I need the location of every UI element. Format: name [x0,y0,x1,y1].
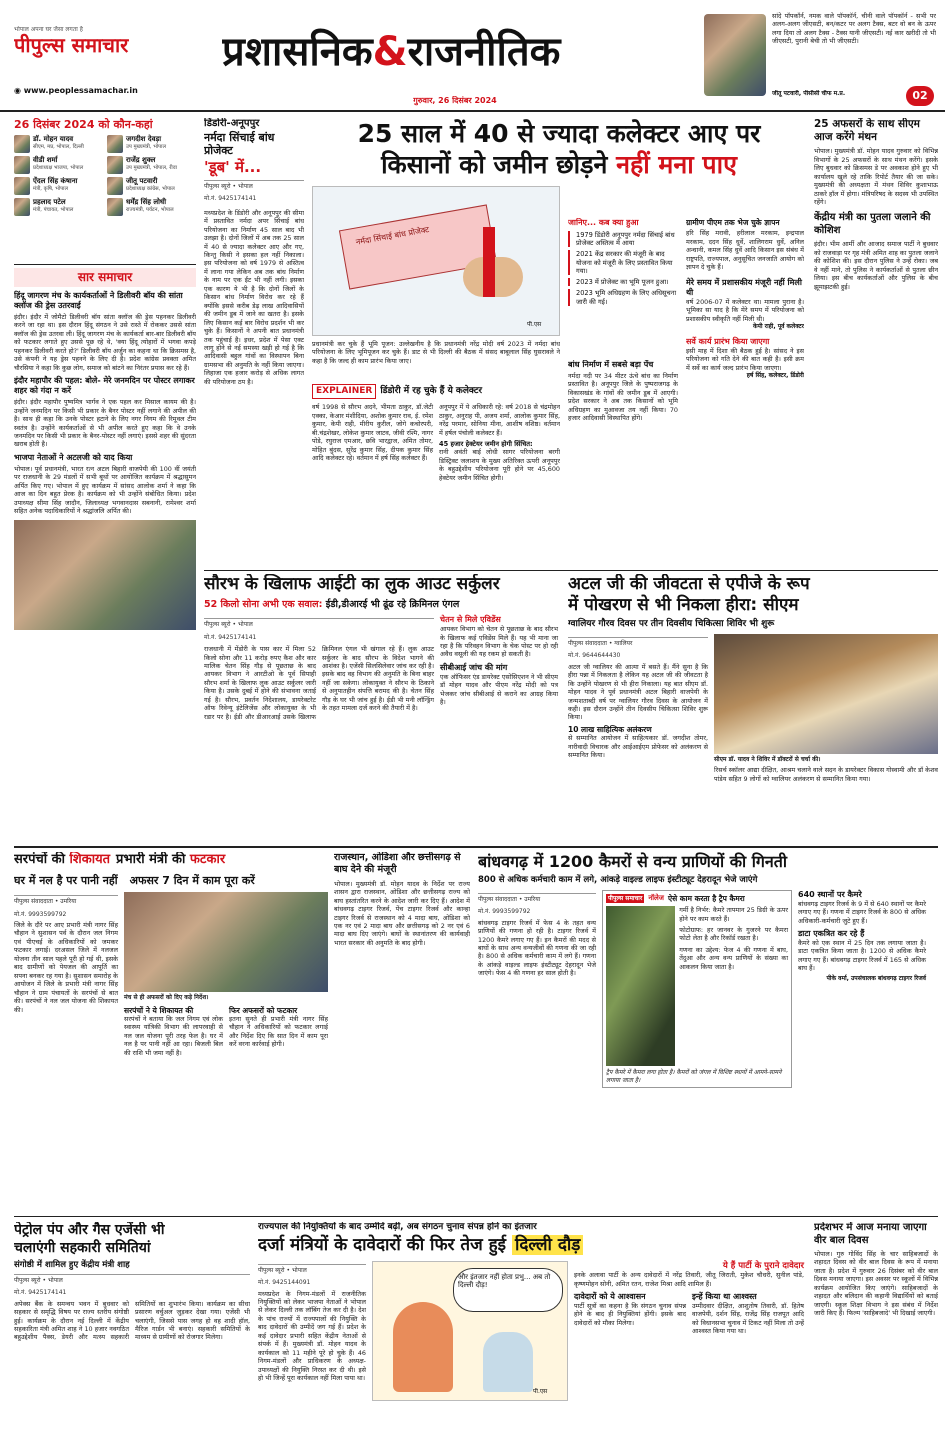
atal-photo-caption: सीएम डॉ. यादव ने शिविर में डॉक्टरों से चर्चा की। [714,755,821,763]
atal-sub: ग्वालियर गौरव दिवस पर तीन दिवसीय चिकित्सा शिविर भी शुरू [568,618,775,629]
author-photo [704,14,766,96]
petrol-mobile: मो.नं. 9425174141 [14,1289,67,1297]
trap-point: गर्मी है निर्भर: कैमरे तापमान 25 डिग्री के ऊपर होने पर काम करते हैं। [679,906,788,923]
chetan-head: चेतन से मिले एविडेंस [440,615,501,625]
who-where-box [14,118,196,262]
kejriwal-body: इंदौर। भीम आर्मी और आजाद समाज पार्टी ने बुधवार को राजवाड़ा पर गृह मंत्री अमित शाह का पुतला जलाने की कोशिश की। इस दौरान पुलिस ने उन्हें रोका। जब वे नहीं माने, तो पुलिस ने कार्यकर्ताओं से पुतला छीन लिया। इस बीच कार्यकर्ताओं और पुलिस के बीच झूमाझटकी हुई। [814,240,938,291]
timeline-item: 2023 में प्रोजेक्ट का भूमि पूजन हुआ। [568,278,678,286]
prabhari-label: प्रभारी मंत्री की फटकार [116,852,226,867]
timeline-list [568,231,678,306]
rajyapal-cartoon-tag: पी.एस [533,1387,548,1395]
explainer-head: डिंडोरी में रह चुके हैं ये कलेक्टर [380,386,483,396]
petrol-byline: पीपुल्स ब्यूरो • भोपाल [14,1274,250,1285]
person-role: प्रदेशाध्यक्ष कांग्रेस, भोपाल [126,185,175,192]
avatar [14,198,30,216]
sarpanch-label: सरपंचों की शिकायत [14,852,111,867]
quote-text: सांदे पॉपकॉर्न, नमक वाले पॉपकॉर्न, चीनी वाले पॉपकॉर्न - सभी पर अलग-अलग जीएसटी, बन/कटर पर अलग टैक्स, बटर वो बन के ऊपर लगा दिया तो अलग टैक्स - टैक्स यानी जीएसटी। नई कार खरीदी तो भी जीएसटी, पुरानी बेची तो भी जीएसटी। [772,12,936,46]
rajyapal-story [258,1222,808,1440]
petrol-headline-2: चलाएंगी सहकारी समितियां [14,1239,151,1256]
saar-item-body: इंदौर। इंदौर में जोमैटो डिलीवरी बॉय सांता क्लॉज की ड्रेस पहनकर डिलीवरी करने जा रहा था। इस दौरान हिंदू संगठन ने उसे रास्ते में रोककर उससे सांता क्लॉज की ड्रेस उतरवा ली। हिंदू जागरण मंच के कार्यकर्ता बार-बार डिलीवरी बॉय को फटकार लगाते हुए उससे पूछ रहे थे, 'क्या हिंदू त्योहारों में भगवा कपड़े पहनकर डिलीवरी करते हो?' डिलीवरी बॉय अर्जुन का कहना था कि क्रिसमस है, उसे कंपनी ने यह ड्रेस पहनने के लिए दी है। प्रदेश कांग्रेस प्रवक्ता अमित चौरसिया ने कहा कि कुछ लोग, समाज को बांटने का निरंतर प्रयास कर रहे हैं। [14,313,196,372]
aashvasan-head: दावेदारों को ये आश्वासन [574,1292,646,1302]
sarpanch-sub-a: घर में नल है पर पानी नहीं [14,874,118,888]
logo [14,26,212,66]
bandhav-author: पीके वर्मा, उपसंचालक बांधवगढ़ टाइगर रिजर्व [826,974,926,982]
rajyapal-headline: दर्जा मंत्रियों के दावेदारों की फिर तेज हुई दिल्ली दौड़ [258,1235,808,1256]
lead-cartoon [312,186,560,336]
atal-story [568,574,938,844]
rajasthan-headline: राजस्थान, ओडिशा और छत्तीसगढ़ से बाघ देने की मंजूरी [334,852,461,875]
purane-body: इनके अलावा पार्टी के अन्य दावेदारों में नरेंद्र तिवारी, जीतू जिराती, मुकेश चौधरी, सुनील पांडे, कृष्णमोहन सोनी, अमित रतन, राजेश मिश्रा आदि शामिल हैं। [574,1271,804,1288]
atal-tribute-photo [14,520,196,630]
dindori-byline: पीपुल्स ब्यूरो • भोपाल [204,180,304,191]
trap-camera-photo [606,906,675,1066]
dindori-story [204,118,304,568]
knowledge-badge: पीपुल्स समाचार [608,894,643,902]
who-where-title: 26 दिसंबर 2024 को कौन-कहां [14,118,153,131]
bandhav-mobile: मो.नं. 9993599792 [478,908,531,916]
masthead [0,0,945,108]
trap-head: ऐसे काम करता है ट्रैप कैमरा [667,893,745,903]
janiye-label: जानिए... कब क्या हुआ [568,218,639,227]
survey-body: इसी माह में दिशा की बैठक हुई है। सांसद ने इस परियोजना को गति देने की बात कही है। इसी क्रम में सर्वे का कार्य जल्द प्रारंभ किया जाएगा। [686,346,804,372]
who-where-person [14,198,103,216]
date-line: गुरुवार, 26 दिसंबर 2024 [413,96,497,105]
atal-byline: पीपुल्स संवाददाता • ग्वालियर [568,637,708,648]
bandhav-right-body: बांधवगढ़ टाइगर रिजर्व के 9 में से 640 स्थानों पर कैमरे लगाए गए हैं। गणना में टाइगर रिजर्व के 800 से अधिक अधिकारी-कर्मचारी जुटे हुए हैं। [798,899,926,925]
officers-story [814,118,938,558]
award-body: से सम्मानित आयोजन में साहित्यकार डॉ. जगदीश तोमर, नारीवादी विचारक और आईआईएम प्रोफेसर को अलंकरण से सम्मानित किया। [568,734,708,760]
knowledge-tag: नॉलेज [648,894,664,902]
atal-headline-2: में पोखरण से भी निकला हीरा: सीएम [568,595,799,616]
cartoon-tag: पी.एस [527,321,542,328]
diya-head: इन्हें किया था आश्वस्त [692,1292,757,1302]
janiye-box [568,218,678,358]
cartoon-bubble: और इंतजार नहीं होता प्रभु... अब तो दिल्ली दौड़! [453,1268,563,1312]
person-name: डॉ. मोहन यादव [33,134,74,143]
purane-head: ये हैं पार्टी के पुराने दावेदार [722,1260,804,1271]
who-where-person [107,177,196,195]
person-role: मंत्री, कृषि, भोपाल [33,185,69,192]
cbi-body: एक ऑफिसर एंड डायरेक्ट एसोसिएशन ने भी सीएम डॉ मोहन यादव और पीएम नरेंद्र मोदी को पत्र भेजकर जांच सीबीआई से कराने का आग्रह किया है। [440,672,558,707]
avatar [107,156,123,174]
who-where-person [107,198,196,216]
who-where-person [14,135,103,153]
gram-head: ग्रामीण पीएम तक भेज चुके ज्ञापन [686,218,780,227]
saurabh-byline: पीपुल्स ब्यूरो • भोपाल [204,618,434,629]
who-where-person [14,156,103,174]
dam-box [568,360,678,560]
person-name: धर्मेंद्र सिंह लोधी [126,197,167,206]
lead-caption: प्रधानमंत्री कर चुके हैं भूमि पूजन: उल्लेखनीय है कि प्रधानमंत्री नरेंद्र मोदी वर्ष 2023 में नर्मदा बांध परियोजना के लिए भूमिपूजन कर चुके हैं। डाट से भी दिल्ली की बैठक में संसद बाबूलाल सिंह घुसरावले ने कहा है कि जल्द ही काम प्रारंभ किया जाए। [312,340,560,365]
explainer-box [312,384,560,564]
globe-icon: ◉ [14,86,24,95]
saar-items [14,291,196,516]
sarpanch-byline: पीपुल्स संवाददाता • उमरिया [14,895,118,906]
bandhav-sub: 800 से अधिक कर्मचारी काम में लगे, आंकड़े वाइल्ड लाइफ इंस्टीट्यूट देहरादून भेजे जाएंगे [478,875,758,885]
facts-head: 45 हजार हेक्टेयर जमीन होगी सिंचित: [439,440,533,449]
saurabh-mobile: मो.नं. 9425174141 [204,633,257,641]
veerbal-body: भोपाल। गुरु गोविंद सिंह के चार साहिबजादों के शहादत दिवस को वीर बाल दिवस के रूप में मनाया जाता है। प्रदेश में गुरुवार 26 दिसंबर को वीर बाल दिवस मनाया जाएगा। इस अवसर पर स्कूलों में विभिन्न कार्यक्रम आयोजित किए जाएंगे। साहिबजादों के शहादत और बलिदान की कहानी विद्यार्थियों को बताई जाएगी। स्कूल शिक्षा विभाग ने इस संबंध में निर्देश जारी किए हैं। फिल्म 'साहिबजादे' भी दिखाई जाएगी। [814,1250,938,1318]
person-name: प्रहलाद पटेल [33,197,66,206]
sarpanch-photo-caption: मंच से ही अफसरों को दिए कड़े निर्देश। [124,994,209,1001]
officers-body: भोपाल। मुख्यमंत्री डॉ. मोहन यादव गुरुवार को विभिन्न विभागों के 25 अफसरों के साथ मंथन करेंगे। इसके लिए बुधवार को क्रिसमस डे पर अवकाश होने हुए भी कार्यालय खुले रहे ताकि रिपोर्ट तैयार की जा सके। मुख्यमंत्री की अध्यक्षता में मंथन शिविर कुशाभाऊ ठाकरे हॉल में होगा। मंत्रिपरिषद के सदस्य भी उपस्थित रहेंगे। [814,147,938,206]
lead-story [312,118,806,568]
timeline-item: 2023 भूमि अधिग्रहण के लिए अधिसूचना जारी की गई। [568,289,678,305]
page-number-badge: 02 [906,86,934,106]
chetan-body: आयकर विभाग को चेतन से पूछताछ के बाद सौरभ के खिलाफ कई एविडेंस मिले हैं। यह भी माना जा रहा है कि परिवहन विभाग के चेक पोस्ट पर हो रही अवैध वसूली की यह रकम हो सकती है। [440,625,558,659]
saurabh-story [204,574,560,844]
rajyapal-body: मध्यप्रदेश के निगम-मंडलों में राजनीतिक नियुक्तियों को लेकर भाजपा नेताओं ने भोपाल से लेकर दिल्ली तक लॉबिंग तेज कर दी है। देश के पांच राज्यों में राज्यपालों की नियुक्ति के बाद दावेदारों की उम्मीदें जग गई हैं। प्रदेश के कई दावेदार प्रभारी सहित केंद्रीय नेताओं से संपर्क में हैं। मुख्यमंत्री डॉ. मोहन यादव के कार्यकाल को 11 महीने पूरे हो चुके हैं। 46 निगम-मंडलों और प्राधिकरण के अध्यक्ष-उपाध्यक्षों की नियुक्ति निरस्त कर दी थी। इसे हो भी जिन्हें पूरा कार्यकाल नहीं मिला पाया था। [258,1289,366,1383]
saar-item-body: इंदौर। इंदौर महापौर पुष्यमित्र भार्गव ने एक पहल कर मिसाल कायम की है। उन्होंने जनमदिन पर किसी भी प्रकार के बैनर पोस्टर नहीं लगाने की अपील की है। साथ ही कहा कि उनके पोस्टर हटाने के लिए नगर निगम की रिमूवल टीम स्वतंत्र है। उन्होंने कार्यकर्ताओं से भी अपील करते हुए कहा कि वे उनके जनमदिन पर किसी भी प्रकार के बैनर-पोस्टर नहीं लगाएं। इससे शहर की सुंदरता खराब होती है। [14,398,196,449]
rajyapal-byline: पीपुल्स ब्यूरो • भोपाल [258,1264,366,1275]
person-name: जीतू पटवारी [126,176,158,185]
dindori-body: मध्यप्रदेश के डिंडोरी और अनूपपुर की सीमा में प्रस्तावित नर्मदा अपर सिंचाई बांध परियोजना का निर्माण 45 साल बाद भी उलझा है। दोनों जिलों में अब तक 25 साल में 40 से ज्यादा कलेक्टर आए और गए, किन्तु किसी ने इसका हल नहीं निकाला। इस परियोजना को वर्ष 1979 से अस्तित्व में लाना गया लेकिन अब तक बांध निर्माण के नाम पर एक ईंट भी नहीं लगी। इसका एक कारण ये भी है कि दोनों जिलों के किसान बांध निर्माण विरोध कर रहे हैं क्योंकि इससे करीब डेढ़ लाख आदिवासियों की जमीन डूब में जाने का खतरा है। इसके लिए किसान कई बार विरोध प्रदर्शन भी कर चुके हैं। किसानों ने अपनी बात प्रधानमंत्री तक पहुंचाई है। इधर, प्रदेश में पेसा एक्ट लागू होने से नई समस्या खड़ी हो गई है कि आदिवासी बहुल गांवों का विस्थापन बिना ग्रामसभा की अनुमति के नहीं किया जाएगा। लिहाजा एक हजार करोड़ से अधिक लागत की परियोजना ठप है। [204,208,304,386]
saar-label: सार समाचार [14,268,196,287]
shikayat-head: सरपंचों ने ये शिकायत की [124,1005,194,1015]
avatar [14,177,30,195]
mantri-head: मेरे समय में प्रशासकीय मंजूरी नहीं मिली थी [686,277,802,297]
bandhav-story [478,852,938,1212]
sarpanch-story [14,852,328,1212]
rajyapal-mobile: मो.नं. 9425144091 [258,1279,311,1286]
who-where-person [107,135,196,153]
person-role: उप मुख्यमंत्री, भोपाल, रीवा [126,164,177,171]
trap-points [679,906,788,1066]
data-body: कैमरे को एक स्थान में 25 दिन तक लगाया जाता है। डाटा एकत्रित किया जाता है। 1200 से अधिक कैमरे लगाए गए हैं। बांधवगढ़ टाइगर रिजर्व में 165 से अधिक बाघ हैं। [798,938,926,973]
avatar [107,198,123,216]
saurabh-body: राजधानी में मेंडोरी के पास कार में मिला 52 किलो सोना और 11 करोड़ रुपए कैश और कार मालिक चेतन सिंह गौड़ से पूछताछ के बाद आयकर विभाग ने आरटीओ के पूर्व सिपाही सौरभ शर्मा के खिलाफ लुक आउट सर्कुलर जारी किया है। उसके दुबई में होने की संभावना जताई गई है। सौरभ, प्रवर्तन निदेशालय, डायरेक्टरेट ऑफ रिवेन्यू इंटेलिजेंस और लोकायुक्त के भी रडार पर है। ईडी और डीआरआई उसके खिलाफ क्रिमिनल एंगल भी खंगाल रहे हैं। लुक आउट सर्कुलर के बाद सौरभ के विदेश भागने की आशंका है। एजेंसी सिलसिलेवार जांच कर रही है। इसके बाद वह विभाग की अनुमति के बिना बाहर नहीं जा सकेगा। लोकायुक्त ने सौरभ के ठिकाने से अनुपातहीन संपत्ति बरामद की है। चेतन सिंह गौड़ के घर भी जांच हुई है। ईडी भी मनी लॉन्ड्रिंग के तहत मामला दर्ज करने की तैयारी में है। [204,645,434,721]
avatar [107,135,123,153]
fatkar-body: इतना सुनते ही प्रभारी मंत्री नागर सिंह चौहान ने अधिकारियों को फटकार लगाई और निर्देश दिए कि सात दिन में काम पूरा करें वरना कार्रवाई होगी। [229,1014,328,1049]
fatkar-head: फिर अफसरों को फटकार [229,1005,298,1015]
survey-head: सर्वे कार्य प्रारंभ किया जाएगा [686,336,770,346]
diya-body: उम्मीदवार दीक्षित, आशुतोष तिवारी, डॉ. हितेष वाजपेयी, दर्शन सिंह, राजेंद्र सिंह राजपूत आदि को विधानसभा चुनाव में टिकट नहीं मिला तो उन्हें आश्वस्त किया गया था। [692,1302,804,1336]
atal-mobile: मो.नं. 9644644430 [568,652,621,660]
avatar [14,156,30,174]
kejriwal-head: केंद्रीय मंत्री का पुतला जलाने की कोशिश [814,212,931,236]
atal-photo [714,634,938,754]
petrol-headline-1: पेट्रोल पंप और गैस एजेंसी भी [14,1222,165,1238]
rajyapal-cartoon [372,1261,568,1401]
person-name: ऐंदल सिंह कंषाना [33,176,78,185]
person-name: वीडी शर्मा [33,155,58,164]
rajasthan-body: भोपाल। मुख्यमंत्री डॉ. मोहन यादव के निर्देश पर राज्य शासन द्वारा राजस्थान, ओडिशा और छत्तीसगढ़ राज्य को बाघ हस्तांतरित करने के आदेश जारी कर दिए हैं। आदेश में बांधवगढ़ टाइगर रिजर्व, पेंच टाइगर रिजर्व और कान्हा टाइगर रिजर्व से राजस्थान को 4 मादा बाघ, ओडिशा को एक नर एवं 2 मादा बाघ और छत्तीसगढ़ को 2 नर एवं 6 मादा बाघ दिए जाएंगे। बाघों के स्थानांतरण की कार्यवाही भारत सरकार की अनुमति के बाद होगी। [334,879,470,947]
timeline-item: 1979 डिंडोरी अनूपपुर नर्मदा सिंचाई बांध प्रोजेक्ट अस्तित्व में आया [568,231,678,247]
data-head: डाटा एकत्रित कर रहे हैं [798,928,865,938]
saar-item-head: इंदौर महापौर की पहल: बोले- मेरे जनमदिन पर पोस्टर लगाकर शहर को गंदा न करें [14,376,195,396]
logo-tagline: भोपाल अपना घर जैसा लगता है [14,26,83,33]
mantri-body: वर्ष 2006-07 में कलेक्टर था। मामला पुराना है। भूमिका सा याद है कि मेरे समय में परियोजना को प्रशासकीय स्वीकृति नहीं मिली थी। [686,297,804,323]
dindori-mobile: मो.नं. 9425174141 [204,195,257,203]
atal-headline-1: अटल जी की जीवटता से एपीजे के रूप [568,574,810,594]
who-where-grid [14,135,196,216]
atal-body: अटल जी ग्वालियर की आत्मा में बसते हैं। मैंने सुना है कि हीरा पन्ना में निकलता है लेकिन यह अटल जी की जीवटता है कि उन्होंने पोखरण से भी हीरा निकाला। यह बात सीएम डॉ. मोहन यादव ने पूर्व प्रधानमंत्री अटल बिहारी वाजपेयी के जन्मशताब्दी वर्ष पर ग्वालियर गौरव दिवस के आयोजन में कही। इस दौरान उन्होंने तीन दिवसीय चिकित्सा शिविर शुरू किया। [568,662,708,722]
saar-item-head: हिंदू जागरण मंच के कार्यकर्ताओं ने डिलीवरी बॉय की सांता क्लॉज की ड्रेस उतरवाई [14,291,183,310]
petrol-sub: संगोष्ठी में शामिल हुए केंद्रीय मंत्री शाह [14,1260,130,1270]
shikayat-body: सरपंचों ने बताया कि जल निगम एवं लोक स्वास्थ्य यांत्रिकी विभाग की लापरवाही से नल जल योजना पूरी तरह फेल है। घर में नल है पर पानी नहीं आ रहा। बिजली बिल की राशि भी जमा नहीं है। [124,1014,223,1057]
avatar [107,177,123,195]
sarpanch-sub-b: अफसर 7 दिन में काम पूरा करें [129,874,255,888]
bandhav-byline: पीपुल्स संवाददाता • उमरिया [478,893,596,904]
explainer-body: वर्ष 1998 से सौरभ अदने, भीमता ठाकुर, डॉ.जेटी एक्का, केआर मंशीदिया, अशोक कुमार राव, ई. रमेश कुमार, केपी राही, मीरीय कुरील, जोगे कचोरपरी, बी.चंद्रशेखर, लोकेश कुमार जाटव, जीवी रश्मि, नागर पोडे, रघुराज एमआर, छवि भारद्वाज, अमित तोमर, मोहित बुंदस, सुरेंद्र कुमार सिंह, दीपक कुमार सिंह आदि कलेक्टर रहे। वर्तमान में हर्ष सिंह कलेक्टर हैं। [312,403,433,462]
saar-item-head: भाजपा नेताओं ने अटलजी को याद किया [14,452,133,462]
person-role: सीएम, मप्र, भोपाल, दिल्ली [33,143,84,150]
saurabh-headline: सौरभ के खिलाफ आईटी का लुक आउट सर्कुलर [204,574,500,594]
person-role: प्रदेशाध्यक्ष भाजपा, भोपाल [33,164,84,171]
who-where-person [107,156,196,174]
rajyapal-kicker: राज्यपाल की नियुक्तियों के बाद उम्मीदें बढ़ीं, अब संगठन चुनाव संपन्न होने का इंतजार [258,1222,537,1232]
cartoon-man [483,1332,533,1392]
atal-right-body: रिसर्च स्कॉलर आद्या दीक्षित, आश्रम चलाने वाले सदन के डायरेक्टर विकास गोस्वामी और डॉ केशव पांडेय सहित 9 लोगों को ग्वालियर अलंकरण से सम्मानित किया गया। [714,766,938,783]
survey-author: हर्ष सिंह, कलेक्टर, डिंडोरी [746,371,804,379]
veerbal-headline: प्रदेशभर में आज मनाया जाएगा वीर बाल दिवस [814,1222,927,1246]
award-head: 10 लाख साहित्यिक अलंकरण [568,724,652,734]
trap-caption: ट्रैप कैमरे में कैमरा लगा होता है। कैमरों को जंगल में विशिष्ट स्थानों में आमने-सामने लगाया जाता है। [606,1069,782,1084]
sarpanch-body: जिले के दौरे पर आए प्रभारी मंत्री नागर सिंह चौहान ने सुशासन पर्व के दौरान जल निगम एवं पीएचई के अधिकारियों को जमकर फटकार लगाई। दरअसल जिले में नलजल योजना तीन साल पहले पूरी हो गई थी, इसके बाद ग्रामीणों को पेयजल की आपूर्ति का सपना बनकर रह गया है। सुशासन समारोह के आयोजन में जिले के प्रभारी मंत्री नागर सिंह चौहान ने ग्राम पंचायतों के सरपंचों से बात की। सरपंचों ने नल जल योजना की शिकायत की। [14,921,118,1014]
person-role: मंत्री, पंचायत, भोपाल [33,206,74,213]
bandhav-right-head: 640 स्थानों पर कैमरे [798,889,862,899]
petrol-story [14,1222,250,1440]
saar-samachar [14,268,196,828]
sarpanch-photo [124,892,328,992]
gram-body: हरि सिंह मरावी, हरीलाल मरकाम, इन्द्रपाल मरकाम, ददन सिंह धुर्वे, शालिगराम धुर्वे, अनिल अन्धानी, कमल सिंह धुर्वे आदि किसान इस संबंध में राष्ट्रपति, राज्यपाल, अनुसूचित जनजाति आयोग को ज्ञापन दे चुके हैं। [686,229,804,272]
logo-text: पीपुल्स समाचार [14,32,129,57]
saurabh-sub: 52 किलो सोना अभी एक सवाल: ईडी,डीआरई भी ढूंढ रहे क्रिमिनल एंगल [204,599,460,611]
petrol-body: अपेक्स बैंक के समन्वय भवन में बुधवार को सहकार से समृद्धि विषय पर राज्य स्तरीय संगोष्ठी हुई। कार्यक्रम के दौरान नई दिल्ली में केंद्रीय सहकारिता मंत्री अमित शाह ने 10 हजार नवगठित बहुउद्देशीय पैक्स, डेयरी और मत्स्य सहकारी समितियों का शुभारंभ किया। कार्यक्रम का सीधा प्रसारण वर्चुअल जुड़कर देखा गया। एजेंसी भी चलाएंगी, जिससे पास जगह हो वह शादी हॉल, मैरिज गार्डन भी बनाएं। सहकारी समितियों के माध्यम से ग्रामीणों को रोजगार मिलेगा। [14,1299,250,1342]
person-name: जगदीश देवड़ा [126,134,162,143]
rajasthan-story [334,852,470,1182]
person-role: राज्यमंत्री, पर्यटन, भोपाल [126,206,174,213]
section-title: प्रशासनिक&राजनीतिक [222,29,561,75]
quote-box [700,10,940,108]
avatar [14,135,30,153]
saar-item-body: भोपाल। पूर्व प्रधानमंत्री, भारत रत्न अटल बिहारी वाजपेयी की 100 वीं जयंती पर राजधानी के 29 मंडलों में सभी बूथों पर आयोजित कार्यक्रम में श्रद्धासुमन अर्पित किए गए। भोपाल में हुए कार्यक्रम में सांसद आलोक शर्मा ने कहा कि आज का दिन बहुत प्रेरक है। कार्यक्रम को भी उन्होंने संबोधित किया। प्रदेश उपाध्यक्ष सीमा सिंह जादौन, जिलाध्यक्ष भगवानदास सबनानी, रामेश्वर शर्मा सहित अनेक पदाधिकारियों ने श्रद्धांजलि अर्पित की। [14,464,196,516]
quote-author: जीतू पटवारी, पीसीसी चीफ म.प्र. [772,90,846,97]
dam-body: नर्मदा नदी पर 34 मीटर ऊंचे बांध का निर्माण प्रस्तावित है। अनूपपुर जिले के पुष्पराजगढ़ के विकासखंड के गांवों की जमीन डूब में आएगी। प्रदेश सरकार ने अब तक किसानों को भूमि अधिग्रहण का मुआवजा तय नहीं किया। 70 हजार आदिवासी विस्थापित होंगे। [568,372,678,423]
timeline-item: 2021 केंद्र सरकार की मंजूरी के बाद योजना को मंजूरी के लिए प्रस्तावित किया गया। [568,250,678,275]
cartoon-label: नर्मदा सिंचाई बांध प्रोजेक्ट [355,225,430,247]
veerbal-story [814,1222,938,1440]
trap-point: फोटोग्राफ: हर जानवर के गुजरने पर कैमरा फोटो लेता है और रिकॉर्ड रखता है। [679,926,788,943]
explainer-label: EXPLAINER [312,384,376,399]
facts-body: रानी अवंती बाई लोधी सागर परियोजना बरगी डिस्ट्रिक्ट जलाशय के मुख्य अतिरिक्त ऊपरी अनूपपुर के बहुउद्देशीय परियोजना पूरी होने पर 45,600 हेक्टेयर जमीन सिंचित होगी। [439,448,560,482]
dam-head: बांध निर्माण में सबसे बड़ा पेंच [568,360,654,369]
sarpanch-mobile: मो.नं. 9993599792 [14,910,67,918]
lead-headline-1: 25 साल में 40 से ज्यादा कलेक्टर आए पर [357,119,761,148]
website[interactable]: ◉ www.peoplessamachar.in [14,86,138,95]
trap-point: गणना का उद्देश्य: फेज 4 की गणना में बाघ, तेंदुआ और अन्य वन्य प्राणियों के संख्या का आकलन किया जाता है। [679,945,788,971]
mantri-author: केपी राही, पूर्व कलेक्टर [752,323,804,331]
cartoon-figure [393,1302,453,1392]
dindori-kicker: डिंडोरी-अनूपपुर [204,118,260,129]
officers-headline: 25 अफसरों के साथ सीएम आज करेंगे मंथन [814,118,920,144]
who-where-person [14,177,103,195]
anuppur-body: अनूपपुर में ये अधिकारी रहे: वर्ष 2018 से चंद्रमोहन ठाकुर, अनुराह पी, अजय शर्मा, आलोक कुमार सिंह, नरेंद्र परमार, सोनिया मीना, आशीष वशिष्ठ। वर्तमान में हर्षल पंचोली कलेक्टर हैं। [439,403,560,437]
person-role: उप मुख्यमंत्री, भोपाल [126,143,166,150]
bandhav-body: बांधवगढ़ टाइगर रिजर्व में फेस 4 के तहत वन्य प्राणियों की गणना हो रही है। टाइगर रिजर्व में 1200 कैमरे लगाए गए हैं। इन कैमरों की मदद से बाघों के साथ अन्य वन्यजीवों की गणना की जा रही है। 800 से अधिक कर्मचारी काम में लगे हैं। गणना के आंकड़े वाइल्ड लाइफ इंस्टीट्यूट देहरादून भेजे जाएंगे। फेस 4 की गणना हर साल होती है। [478,918,596,978]
dindori-headline: नर्मदा सिंचाई बांध प्रोजेक्ट [204,130,275,158]
person-name: राजेंद्र शुक्ल [126,155,156,164]
cartoon-ribbon [483,227,495,297]
dindori-headline-red: 'डूब' में... [204,158,262,176]
gram-box [686,218,804,564]
bandhav-headline: बांधवगढ़ में 1200 कैमरों से वन्य प्राणियों की गिनती [478,852,788,871]
cbi-head: सीबीआई जांच की मांग [440,662,508,672]
lead-headline-2: किसानों को जमीन छोड़ने नहीं मना पाए [381,150,737,180]
aashvasan-body: पार्टी सूत्रों का कहना है कि संगठन चुनाव संपन्न होने के बाद ही नियुक्तियां होंगी। इसके बाद दावेदारों को मौका मिलेगा। [574,1302,686,1327]
